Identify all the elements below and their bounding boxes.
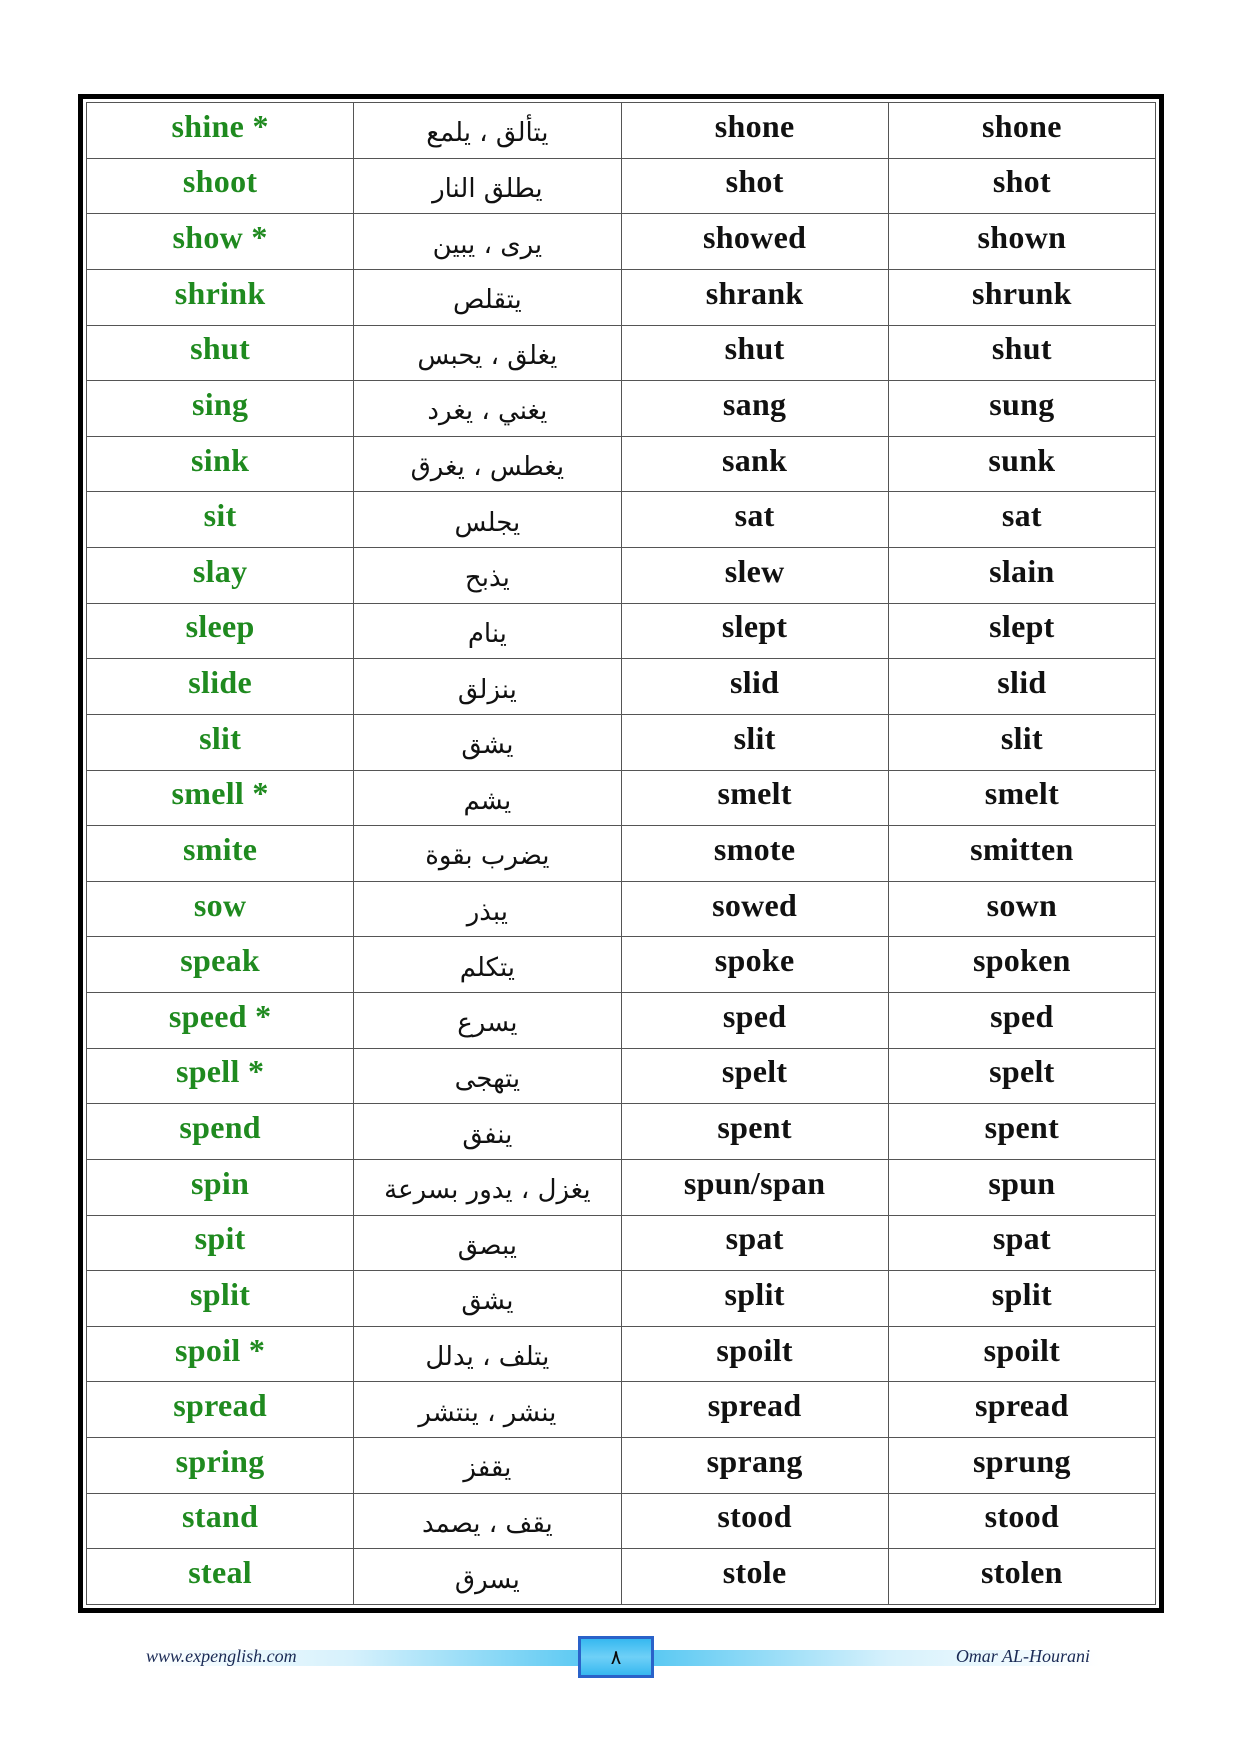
past-simple: slid <box>621 659 888 715</box>
past-participle: spat <box>888 1215 1155 1271</box>
base-verb: sink <box>87 436 354 492</box>
base-verb: spread <box>87 1382 354 1438</box>
past-participle: sped <box>888 993 1155 1049</box>
arabic-meaning: يشق <box>354 1271 621 1327</box>
table-row <box>87 770 1156 826</box>
past-simple: sped <box>621 993 888 1049</box>
past-simple: spoilt <box>621 1326 888 1382</box>
past-participle: stood <box>888 1493 1155 1549</box>
base-verb: speak <box>87 937 354 993</box>
arabic-meaning: يغطس ، يغرق <box>354 436 621 492</box>
arabic-meaning: يغلق ، يحبس <box>354 325 621 381</box>
past-participle: sown <box>888 881 1155 937</box>
footer-website: www.expenglish.com <box>146 1646 297 1666</box>
past-simple: sang <box>621 381 888 437</box>
past-participle: shrunk <box>888 269 1155 325</box>
arabic-meaning: يبصق <box>354 1215 621 1271</box>
verbs-table-frame <box>78 94 1164 1613</box>
base-verb: slay <box>87 548 354 604</box>
arabic-meaning: يشق <box>354 714 621 770</box>
past-participle: split <box>888 1271 1155 1327</box>
past-simple: spread <box>621 1382 888 1438</box>
base-verb: split <box>87 1271 354 1327</box>
base-verb: spell * <box>87 1048 354 1104</box>
arabic-meaning: يضرب بقوة <box>354 826 621 882</box>
table-row <box>87 548 1156 604</box>
arabic-meaning: يغني ، يغرد <box>354 381 621 437</box>
past-simple: shrank <box>621 269 888 325</box>
table-row <box>87 214 1156 270</box>
past-participle: spoken <box>888 937 1155 993</box>
table-row <box>87 1493 1156 1549</box>
table-row <box>87 937 1156 993</box>
footer-author: Omar AL-Hourani <box>955 1646 1090 1666</box>
past-participle: slid <box>888 659 1155 715</box>
base-verb: spring <box>87 1438 354 1494</box>
arabic-meaning: يغزل ، يدور بسرعة <box>354 1159 621 1215</box>
past-simple: sowed <box>621 881 888 937</box>
past-participle: spelt <box>888 1048 1155 1104</box>
past-participle: spread <box>888 1382 1155 1438</box>
table-row <box>87 881 1156 937</box>
past-participle: sunk <box>888 436 1155 492</box>
past-simple: split <box>621 1271 888 1327</box>
base-verb: smite <box>87 826 354 882</box>
arabic-meaning: يجلس <box>354 492 621 548</box>
table-row <box>87 1271 1156 1327</box>
past-simple: spat <box>621 1215 888 1271</box>
past-simple: spoke <box>621 937 888 993</box>
arabic-meaning: يشم <box>354 770 621 826</box>
table-row <box>87 659 1156 715</box>
arabic-meaning: يسرع <box>354 993 621 1049</box>
past-participle: smitten <box>888 826 1155 882</box>
base-verb: slide <box>87 659 354 715</box>
arabic-meaning: يتلف ، يدلل <box>354 1326 621 1382</box>
base-verb: steal <box>87 1549 354 1605</box>
arabic-meaning: يطلق النار <box>354 158 621 214</box>
page-footer <box>140 1636 1100 1680</box>
table-row <box>87 381 1156 437</box>
arabic-meaning: ينشر ، ينتشر <box>354 1382 621 1438</box>
table-row <box>87 1215 1156 1271</box>
past-simple: shot <box>621 158 888 214</box>
base-verb: shoot <box>87 158 354 214</box>
arabic-meaning: يتقلص <box>354 269 621 325</box>
irregular-verbs-table <box>86 102 1156 1605</box>
arabic-meaning: يتألق ، يلمع <box>354 103 621 159</box>
past-participle: shut <box>888 325 1155 381</box>
arabic-meaning: ينفق <box>354 1104 621 1160</box>
past-participle: sat <box>888 492 1155 548</box>
base-verb: sow <box>87 881 354 937</box>
base-verb: spit <box>87 1215 354 1271</box>
base-verb: slit <box>87 714 354 770</box>
table-row <box>87 103 1156 159</box>
table-row <box>87 1438 1156 1494</box>
past-participle: spun <box>888 1159 1155 1215</box>
past-simple: sank <box>621 436 888 492</box>
past-simple: smelt <box>621 770 888 826</box>
arabic-meaning: يقفز <box>354 1438 621 1494</box>
table-row <box>87 826 1156 882</box>
past-participle: shot <box>888 158 1155 214</box>
page-number-box <box>578 1636 654 1678</box>
arabic-meaning: ينزلق <box>354 659 621 715</box>
table-row <box>87 1048 1156 1104</box>
arabic-meaning: يتكلم <box>354 937 621 993</box>
past-participle: smelt <box>888 770 1155 826</box>
base-verb: shut <box>87 325 354 381</box>
base-verb: spoil * <box>87 1326 354 1382</box>
table-row <box>87 1549 1156 1605</box>
past-participle: slept <box>888 603 1155 659</box>
past-participle: slit <box>888 714 1155 770</box>
arabic-meaning: يرى ، يبين <box>354 214 621 270</box>
past-simple: shone <box>621 103 888 159</box>
past-simple: sat <box>621 492 888 548</box>
table-row <box>87 603 1156 659</box>
arabic-meaning: يسرق <box>354 1549 621 1605</box>
base-verb: spend <box>87 1104 354 1160</box>
past-simple: spelt <box>621 1048 888 1104</box>
arabic-meaning: ينام <box>354 603 621 659</box>
arabic-meaning: يبذر <box>354 881 621 937</box>
past-participle: shone <box>888 103 1155 159</box>
past-simple: stood <box>621 1493 888 1549</box>
table-row <box>87 492 1156 548</box>
past-simple: slit <box>621 714 888 770</box>
base-verb: show * <box>87 214 354 270</box>
arabic-meaning: يقف ، يصمد <box>354 1493 621 1549</box>
past-simple: spent <box>621 1104 888 1160</box>
arabic-meaning: يذبح <box>354 548 621 604</box>
base-verb: spin <box>87 1159 354 1215</box>
past-participle: sprung <box>888 1438 1155 1494</box>
table-row <box>87 993 1156 1049</box>
base-verb: sing <box>87 381 354 437</box>
base-verb: shrink <box>87 269 354 325</box>
page-number: ٨ <box>610 1645 622 1669</box>
past-participle: sung <box>888 381 1155 437</box>
table-row <box>87 1382 1156 1438</box>
past-participle: spent <box>888 1104 1155 1160</box>
past-participle: shown <box>888 214 1155 270</box>
past-simple: stole <box>621 1549 888 1605</box>
table-row <box>87 269 1156 325</box>
table-row <box>87 1326 1156 1382</box>
base-verb: speed * <box>87 993 354 1049</box>
past-simple: slept <box>621 603 888 659</box>
past-simple: showed <box>621 214 888 270</box>
table-row <box>87 436 1156 492</box>
table-row <box>87 1104 1156 1160</box>
past-participle: slain <box>888 548 1155 604</box>
base-verb: sit <box>87 492 354 548</box>
verbs-table-body <box>87 103 1156 1605</box>
past-simple: smote <box>621 826 888 882</box>
past-participle: stolen <box>888 1549 1155 1605</box>
base-verb: smell * <box>87 770 354 826</box>
base-verb: sleep <box>87 603 354 659</box>
arabic-meaning: يتهجى <box>354 1048 621 1104</box>
past-participle: spoilt <box>888 1326 1155 1382</box>
base-verb: shine * <box>87 103 354 159</box>
past-simple: spun/span <box>621 1159 888 1215</box>
table-row <box>87 1159 1156 1215</box>
past-simple: shut <box>621 325 888 381</box>
table-row <box>87 158 1156 214</box>
base-verb: stand <box>87 1493 354 1549</box>
past-simple: sprang <box>621 1438 888 1494</box>
table-row <box>87 325 1156 381</box>
table-row <box>87 714 1156 770</box>
past-simple: slew <box>621 548 888 604</box>
